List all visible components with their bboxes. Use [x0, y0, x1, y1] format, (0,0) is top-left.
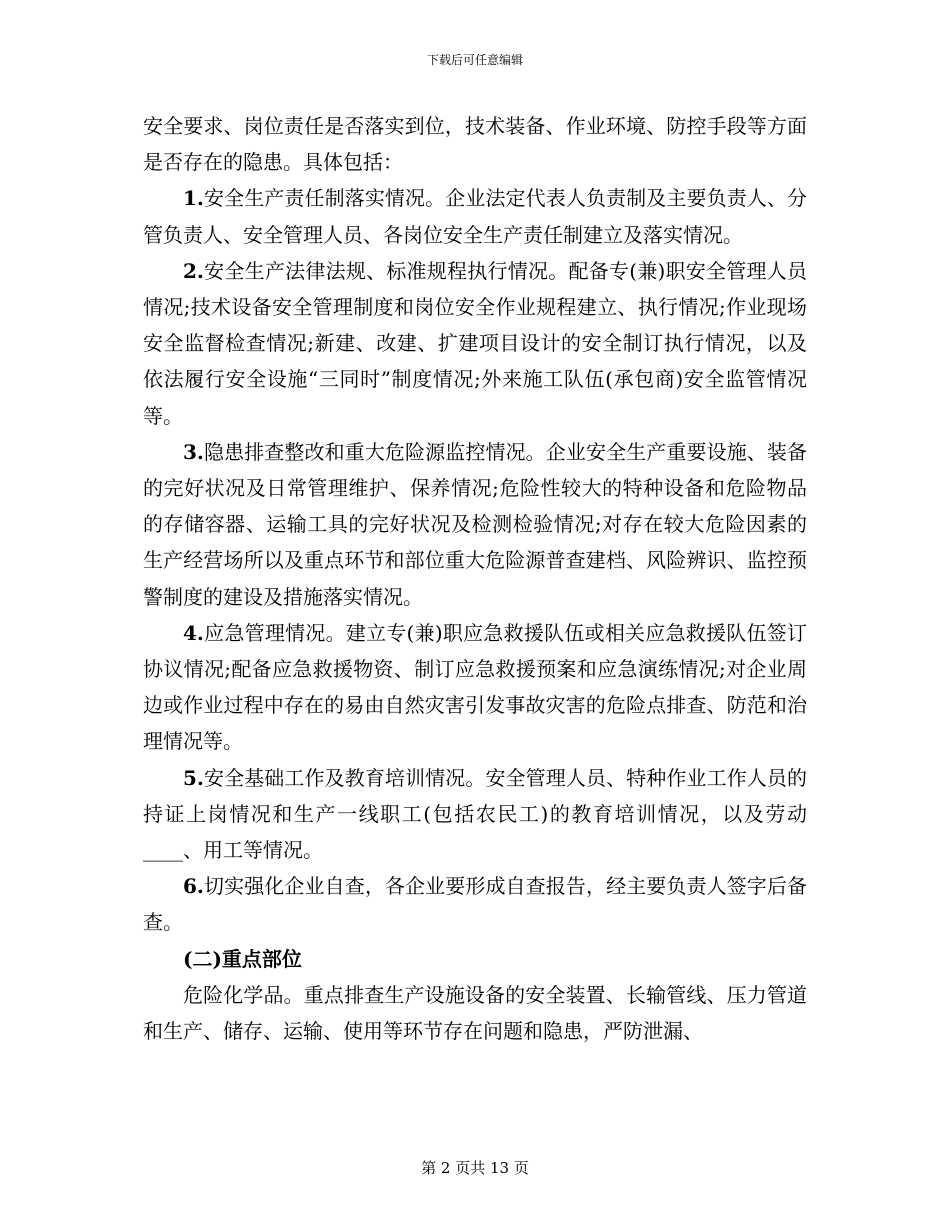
list-item-number: 2.	[183, 258, 204, 283]
list-item-number: 4.	[183, 620, 204, 645]
page-footer: 第 2 页共 13 页	[421, 1159, 529, 1177]
list-item-number: 5.	[183, 765, 204, 790]
list-item-text: 安全生产法律法规、标准规程执行情况。配备专(兼)职安全管理人员情况;技术设备安全管理制度和岗位安全作业规程建立、执行情况;作业现场安全监督检查情况;新建、改建、扩建项目设计的安全制订执行情况，以及依法履行安全设施“三同时”制度情况;外来施工队伍(承包商)安全监管情况等。	[143, 258, 807, 428]
list-item-text: 切实强化企业自查，各企业要形成自查报告，经主要负责人签字后备查。	[143, 874, 807, 935]
section-paragraph: 危险化学品。重点排查生产设施设备的安全装置、长输管线、压力管道和生产、储存、运输、使用等环节存在问题和隐患，严防泄漏、	[143, 982, 807, 1044]
list-item-number: 1.	[183, 186, 204, 211]
list-item-text: 安全基础工作及教育培训情况。安全管理人员、特种作业工作人员的持证上岗情况和生产一线职工(包括农民工)的教育培训情况，以及劳动____、用工等情况。	[143, 765, 807, 863]
list-item-3	[143, 434, 807, 615]
list-item-4	[143, 615, 807, 760]
list-item-1	[143, 180, 807, 252]
list-item-text: 隐患排查整改和重大危险源监控情况。企业安全生产重要设施、装备的完好状况及日常管理维护、保养情况;危险性较大的特种设备和危险物品的存储容器、运输工具的完好状况及检测检验情况;对存在较大危险因素的生产经营场所以及重点环节和部位重大危险源普查建档、风险辨识、监控预警制度的建设及措施落实情况。	[143, 439, 807, 609]
intro-paragraph: 安全要求、岗位责任是否落实到位，技术装备、作业环境、防控手段等方面是否存在的隐患。具体包括：	[143, 114, 807, 175]
list-item-5	[143, 760, 807, 869]
document-body	[143, 108, 807, 1049]
page-header: 下载后可任意编辑	[426, 53, 523, 67]
list-item-2	[143, 253, 807, 434]
list-item-number: 3.	[183, 439, 204, 464]
list-item-text: 安全生产责任制落实情况。企业法定代表人负责制及主要负责人、分管负责人、安全管理人员、各岗位安全生产责任制建立及落实情况。	[143, 186, 807, 247]
section-heading: (二)重点部位	[183, 946, 302, 971]
list-item-6	[143, 868, 807, 940]
list-item-text: 应急管理情况。建立专(兼)职应急救援队伍或相关应急救援队伍签订协议情况;配备应急救援物资、制订应急救援预案和应急演练情况;对企业周边或作业过程中存在的易由自然灾害引发事故灾害的危险点排查、防范和治理情况等。	[143, 620, 807, 754]
list-item-number: 6.	[183, 874, 204, 899]
